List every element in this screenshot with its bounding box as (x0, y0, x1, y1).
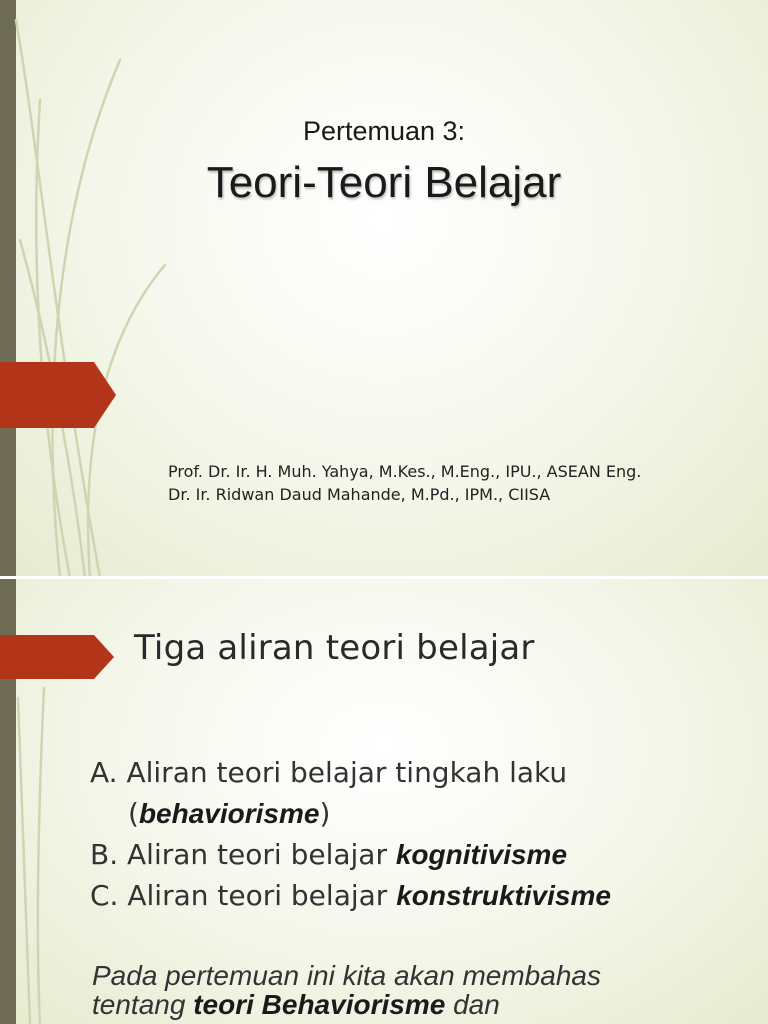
term-konstruktivisme: konstruktivisme (396, 880, 611, 911)
list-item-b: B. Aliran teori belajar kognitivisme (90, 838, 568, 871)
content-slide (0, 578, 768, 1024)
note-line-1: Pada pertemuan ini kita akan membahas (92, 960, 601, 991)
closing-note (92, 961, 601, 1019)
term-teori-behaviorisme: teori Behaviorisme (193, 989, 446, 1020)
red-arrow-tab (0, 362, 118, 428)
slide-title: Teori-Teori Belajar (206, 158, 562, 207)
theory-list (90, 752, 611, 916)
note-line-2: tentang teori Behaviorisme dan (92, 989, 500, 1020)
authors-block (168, 460, 641, 506)
slide-subtitle: Pertemuan 3: (302, 116, 466, 146)
term-behaviorisme: behaviorisme (138, 798, 320, 829)
author-line-1: Prof. Dr. Ir. H. Muh. Yahya, M.Kes., M.Eng., IPU., ASEAN Eng. (168, 462, 642, 481)
slide-heading: Tiga aliran teori belajar (134, 628, 535, 668)
slide-separator (0, 576, 768, 579)
list-item-a: A. Aliran teori belajar tingkah laku (90, 756, 568, 789)
red-arrow-tab-2 (0, 635, 116, 679)
list-item-a-continuation: (behaviorisme) (128, 797, 331, 830)
author-line-2: Dr. Ir. Ridwan Daud Mahande, M.Pd., IPM., CIISA (168, 485, 551, 504)
list-item-c: C. Aliran teori belajar konstruktivisme (90, 879, 611, 912)
term-kognitivisme: kognitivisme (395, 839, 568, 870)
